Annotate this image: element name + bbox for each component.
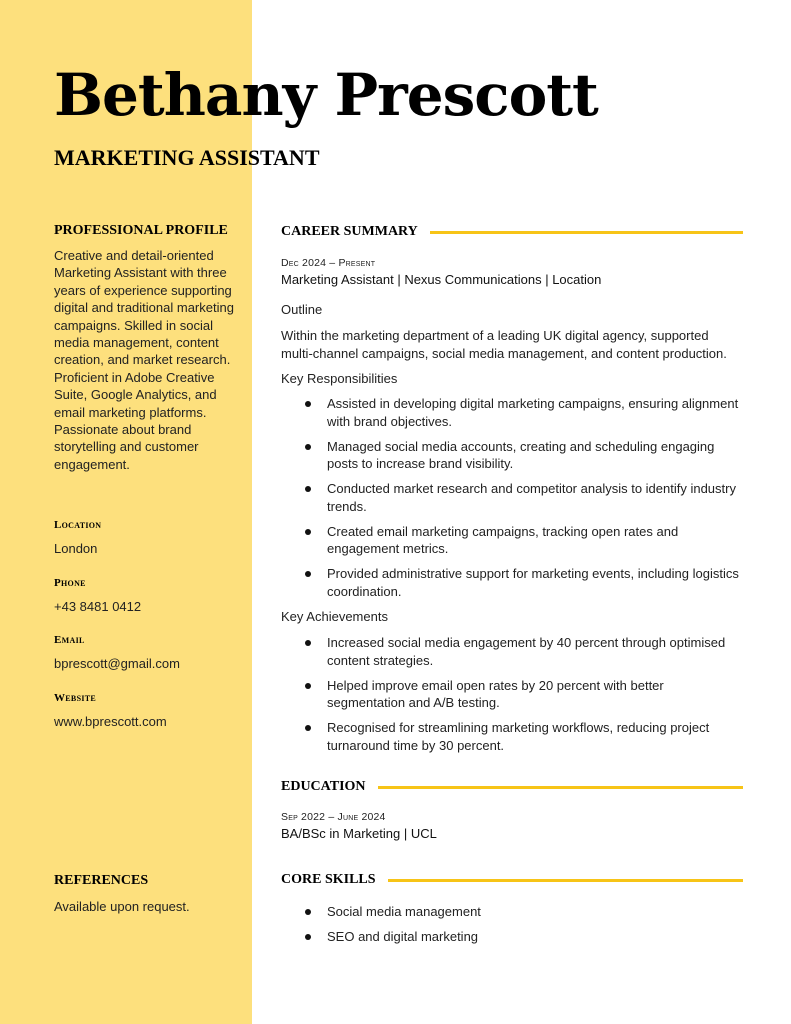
list-item: Created email marketing campaigns, tracking open rates and engagement metrics. <box>281 523 743 558</box>
section-rule <box>388 879 743 882</box>
profile-text: Creative and detail-oriented Marketing Assistant with three years of experience supporting digital and traditional marketing campaigns. Skilled in social media management, content creation, and market research. Proficient in Adobe Creative Suite, Google Analytics, and email marketing platforms. Passionate about brand storytelling and customer engagement. <box>54 248 234 472</box>
outline-text: Within the marketing department of a leading UK digital agency, supported multi-channel campaigns, social media management, and content production. <box>281 328 727 361</box>
education-heading: EDUCATION <box>281 779 366 794</box>
phone-label: Phone <box>54 577 86 589</box>
career-summary-heading: CAREER SUMMARY <box>281 224 418 239</box>
list-item: SEO and digital marketing <box>281 928 743 946</box>
location-value: London <box>54 541 98 556</box>
core-skills-header <box>281 870 743 890</box>
career-role: Marketing Assistant | Nexus Communications | Location <box>281 272 602 287</box>
profile-heading: PROFESSIONAL PROFILE <box>54 223 228 238</box>
list-item: Assisted in developing digital marketing campaigns, ensuring alignment with brand objectives. <box>281 395 743 430</box>
references-heading: REFERENCES <box>54 873 149 888</box>
list-item: Social media management <box>281 903 743 921</box>
job-title: MARKETING ASSISTANT <box>54 145 320 170</box>
list-item: Increased social media engagement by 40 percent through optimised content strategies. <box>281 634 743 669</box>
career-dates: Dec 2024 – Present <box>281 257 376 269</box>
education-dates: Sep 2022 – June 2024 <box>281 811 386 823</box>
education-degree: BA/BSc in Marketing | UCL <box>281 826 437 841</box>
education-header <box>281 777 743 797</box>
list-item: Conducted market research and competitor analysis to identify industry trends. <box>281 480 743 515</box>
core-skills-heading: CORE SKILLS <box>281 872 376 887</box>
location-label: Location <box>54 519 102 531</box>
list-item: Managed social media accounts, creating and scheduling engaging posts to increase brand visibility. <box>281 438 743 473</box>
list-item: Helped improve email open rates by 20 percent with better segmentation and A/B testing. <box>281 677 743 712</box>
phone-value: +43 8481 0412 <box>54 599 142 614</box>
responsibilities-list <box>281 395 743 608</box>
list-item: Provided administrative support for marketing events, including logistics coordination. <box>281 565 743 600</box>
career-summary-header <box>281 222 743 242</box>
website-value: www.bprescott.com <box>54 714 167 729</box>
candidate-name: Bethany Prescott <box>54 61 598 129</box>
outline-label: Outline <box>281 302 323 317</box>
list-item: Recognised for streamlining marketing workflows, reducing project turnaround time by 30 percent. <box>281 719 743 754</box>
section-rule <box>378 786 743 789</box>
achievements-list <box>281 634 743 762</box>
website-label: Website <box>54 692 97 704</box>
email-label: Email <box>54 634 85 646</box>
skills-list <box>281 903 743 953</box>
email-value: bprescott@gmail.com <box>54 656 180 671</box>
responsibilities-label: Key Responsibilities <box>281 371 398 386</box>
references-text: Available upon request. <box>54 899 190 914</box>
section-rule <box>430 231 743 234</box>
achievements-label: Key Achievements <box>281 609 388 624</box>
